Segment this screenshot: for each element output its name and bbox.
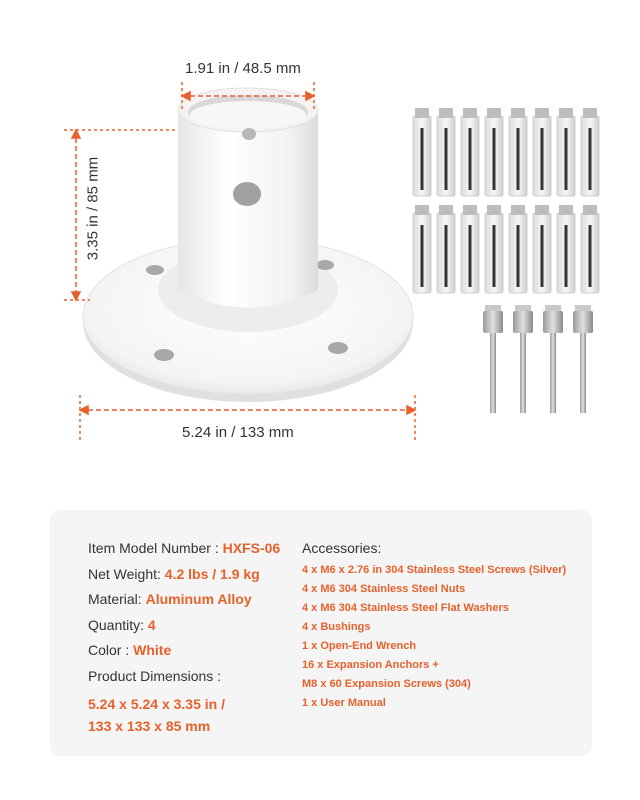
- product-dimensions-label: Product Dimensions :: [88, 667, 222, 684]
- color-row: [88, 640, 288, 666]
- product-dimensions-mm: 133 x 133 x 85 mm: [88, 718, 211, 734]
- specifications-card: [50, 510, 592, 756]
- accessory-item: 4 x Bushings: [302, 621, 371, 633]
- material-label: Material:: [88, 591, 146, 607]
- flange-tube: [178, 88, 318, 308]
- accessory-item: 1 x User Manual: [302, 697, 386, 709]
- product-dimensions-row: [88, 666, 288, 692]
- color-label: Color :: [88, 642, 134, 658]
- material-value: Aluminum Alloy: [145, 591, 252, 607]
- accessories-title: Accessories:: [302, 540, 382, 556]
- quantity-label: Quantity:: [88, 616, 148, 633]
- net-weight-row: [88, 564, 288, 590]
- accessory-item: 4 x M6 304 Stainless Steel Flat Washers: [302, 602, 509, 614]
- top-diameter-label: 1.91 in / 48.5 mm: [185, 60, 301, 77]
- net-weight-value: 4.2 lbs / 1.9 kg: [164, 565, 260, 582]
- quantity-row: [88, 615, 288, 641]
- accessory-item: 4 x M6 304 Stainless Steel Nuts: [302, 583, 466, 595]
- specifications-list: [88, 538, 288, 737]
- model-number-value: HXFS-06: [222, 540, 281, 556]
- accessory-item: M8 x 60 Expansion Screws (304): [302, 678, 471, 690]
- accessory-item: 4 x M6 x 2.76 in 304 Stainless Steel Screws (Silver): [302, 564, 567, 576]
- base-diameter-label: 5.24 in / 133 mm: [182, 424, 294, 441]
- model-number-label: Item Model Number :: [88, 540, 223, 556]
- model-number-row: [88, 538, 288, 564]
- expansion-anchors-row-2: [413, 205, 599, 293]
- accessory-item: 16 x Expansion Anchors +: [302, 659, 439, 671]
- height-label: 3.35 in / 85 mm: [84, 156, 102, 261]
- color-value: White: [133, 642, 172, 658]
- accessories-list: [302, 538, 587, 715]
- expansion-anchors-row-1: [413, 108, 599, 196]
- stainless-steel-screws: [483, 305, 593, 413]
- product-dimensions-inches: 5.24 x 5.24 x 3.35 in /: [88, 696, 225, 712]
- product-dimensions-value: [88, 693, 288, 737]
- accessory-item: 1 x Open-End Wrench: [302, 640, 417, 652]
- net-weight-label: Net Weight:: [88, 565, 165, 582]
- material-row: [88, 589, 288, 615]
- quantity-value: 4: [147, 616, 156, 633]
